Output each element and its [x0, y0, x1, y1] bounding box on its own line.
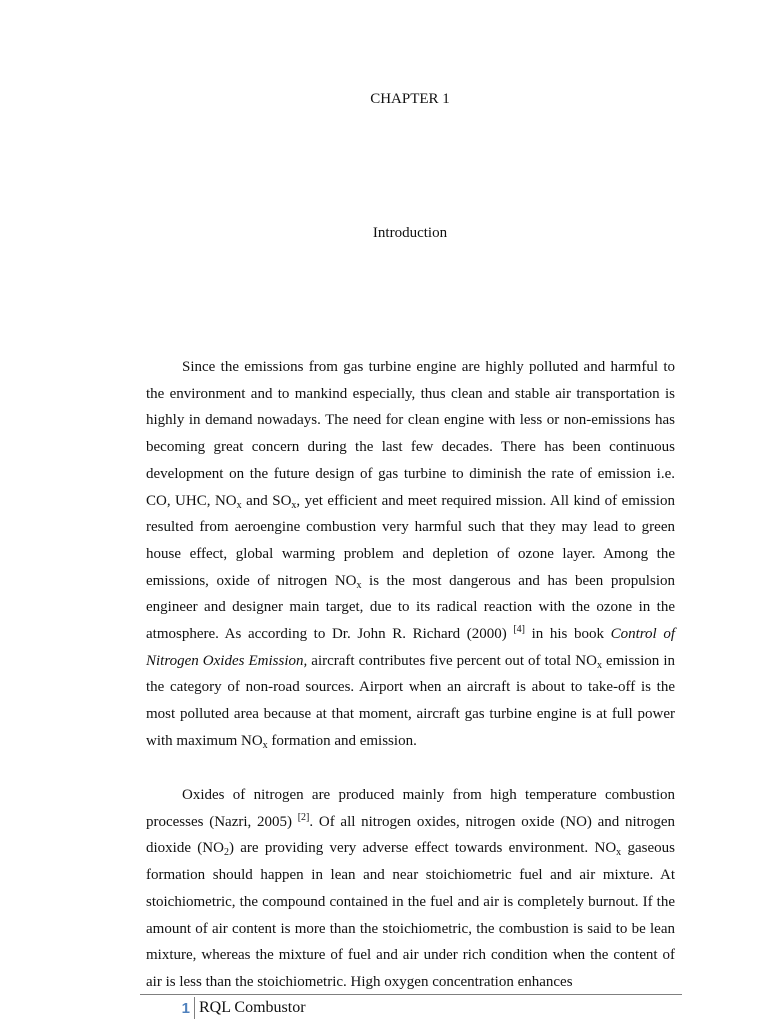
page-number: 1: [181, 999, 190, 1017]
subscript-x: x: [262, 739, 268, 751]
paragraph-1: Since the emissions from gas turbine engine are highly polluted and harmful to the environment and to mankind especially, thus clean and stable air transportation is highly in demand nowadays. The need for clean engine with less or non-emissions has becoming great concern during the last few decades. There has been continuous development on the future design of gas turbine to diminish the rate of emission i.e. CO, UHC, $NO_x$ and $SO_x$, yet efficient and meet required mission. All kind of emission resulted from aeroengine combustion very harmful such that they may lead to green house effect, global warming problem and depletion of ozone layer. Among the emissions, oxide of nitrogen $NO_x$ is the most dangerous and has been propulsion engineer and designer main target, due to its radical reaction with the ozone in the atmosphere. As according to Dr. John R. Richard (2000) [4] in his book Control of Nitrogen Oxides Emission, aircraft contributes five percent out of total $NO_x$ emission in the category of non-road sources. Airport when an aircraft is about to take-off is the most polluted area because at that moment, aircraft gas turbine engine is at full power with maximum $NO_x$ formation and emission.: [146, 359, 676, 751]
subscript-x: x: [356, 579, 362, 591]
section-title: Introduction: [372, 225, 448, 241]
book-title: Control of Nitrogen Oxides Emission,: [146, 626, 675, 669]
citation-ref: [2]: [297, 811, 310, 823]
citation-ref: [4]: [513, 624, 525, 636]
chapter-heading: CHAPTER 1: [370, 91, 450, 107]
subscript-x: x: [596, 659, 602, 671]
subscript-x: x: [236, 499, 242, 511]
page-footer: [150, 996, 306, 1020]
paragraph-2: Oxides of nitrogen are produced mainly from high temperature combustion processes (Nazri, 2005) [2]. Of all nitrogen oxides, nitrogen oxide (NO) and nitrogen dioxide $(NO_2)$ are providing very adverse effect towards environment. $NO_x$ gaseous formation should happen in lean and near stoichiometric fuel and air mixture. At stoichiometric, the compound contained in the fuel and air is completely burnout. If the amount of air content is more than the stoichiometric, the combustion is said to be lean mixture, whereas the mixture of fuel and air under rich condition when the content of air is less than the stoichiometric. High oxygen concentration enhances: [146, 787, 676, 990]
footer-rule: [140, 994, 682, 995]
running-title: RQL Combustor: [199, 999, 306, 1016]
subscript-x: x: [616, 847, 622, 859]
subscript-x: x: [291, 499, 297, 511]
subscript-2: 2: [223, 847, 229, 859]
